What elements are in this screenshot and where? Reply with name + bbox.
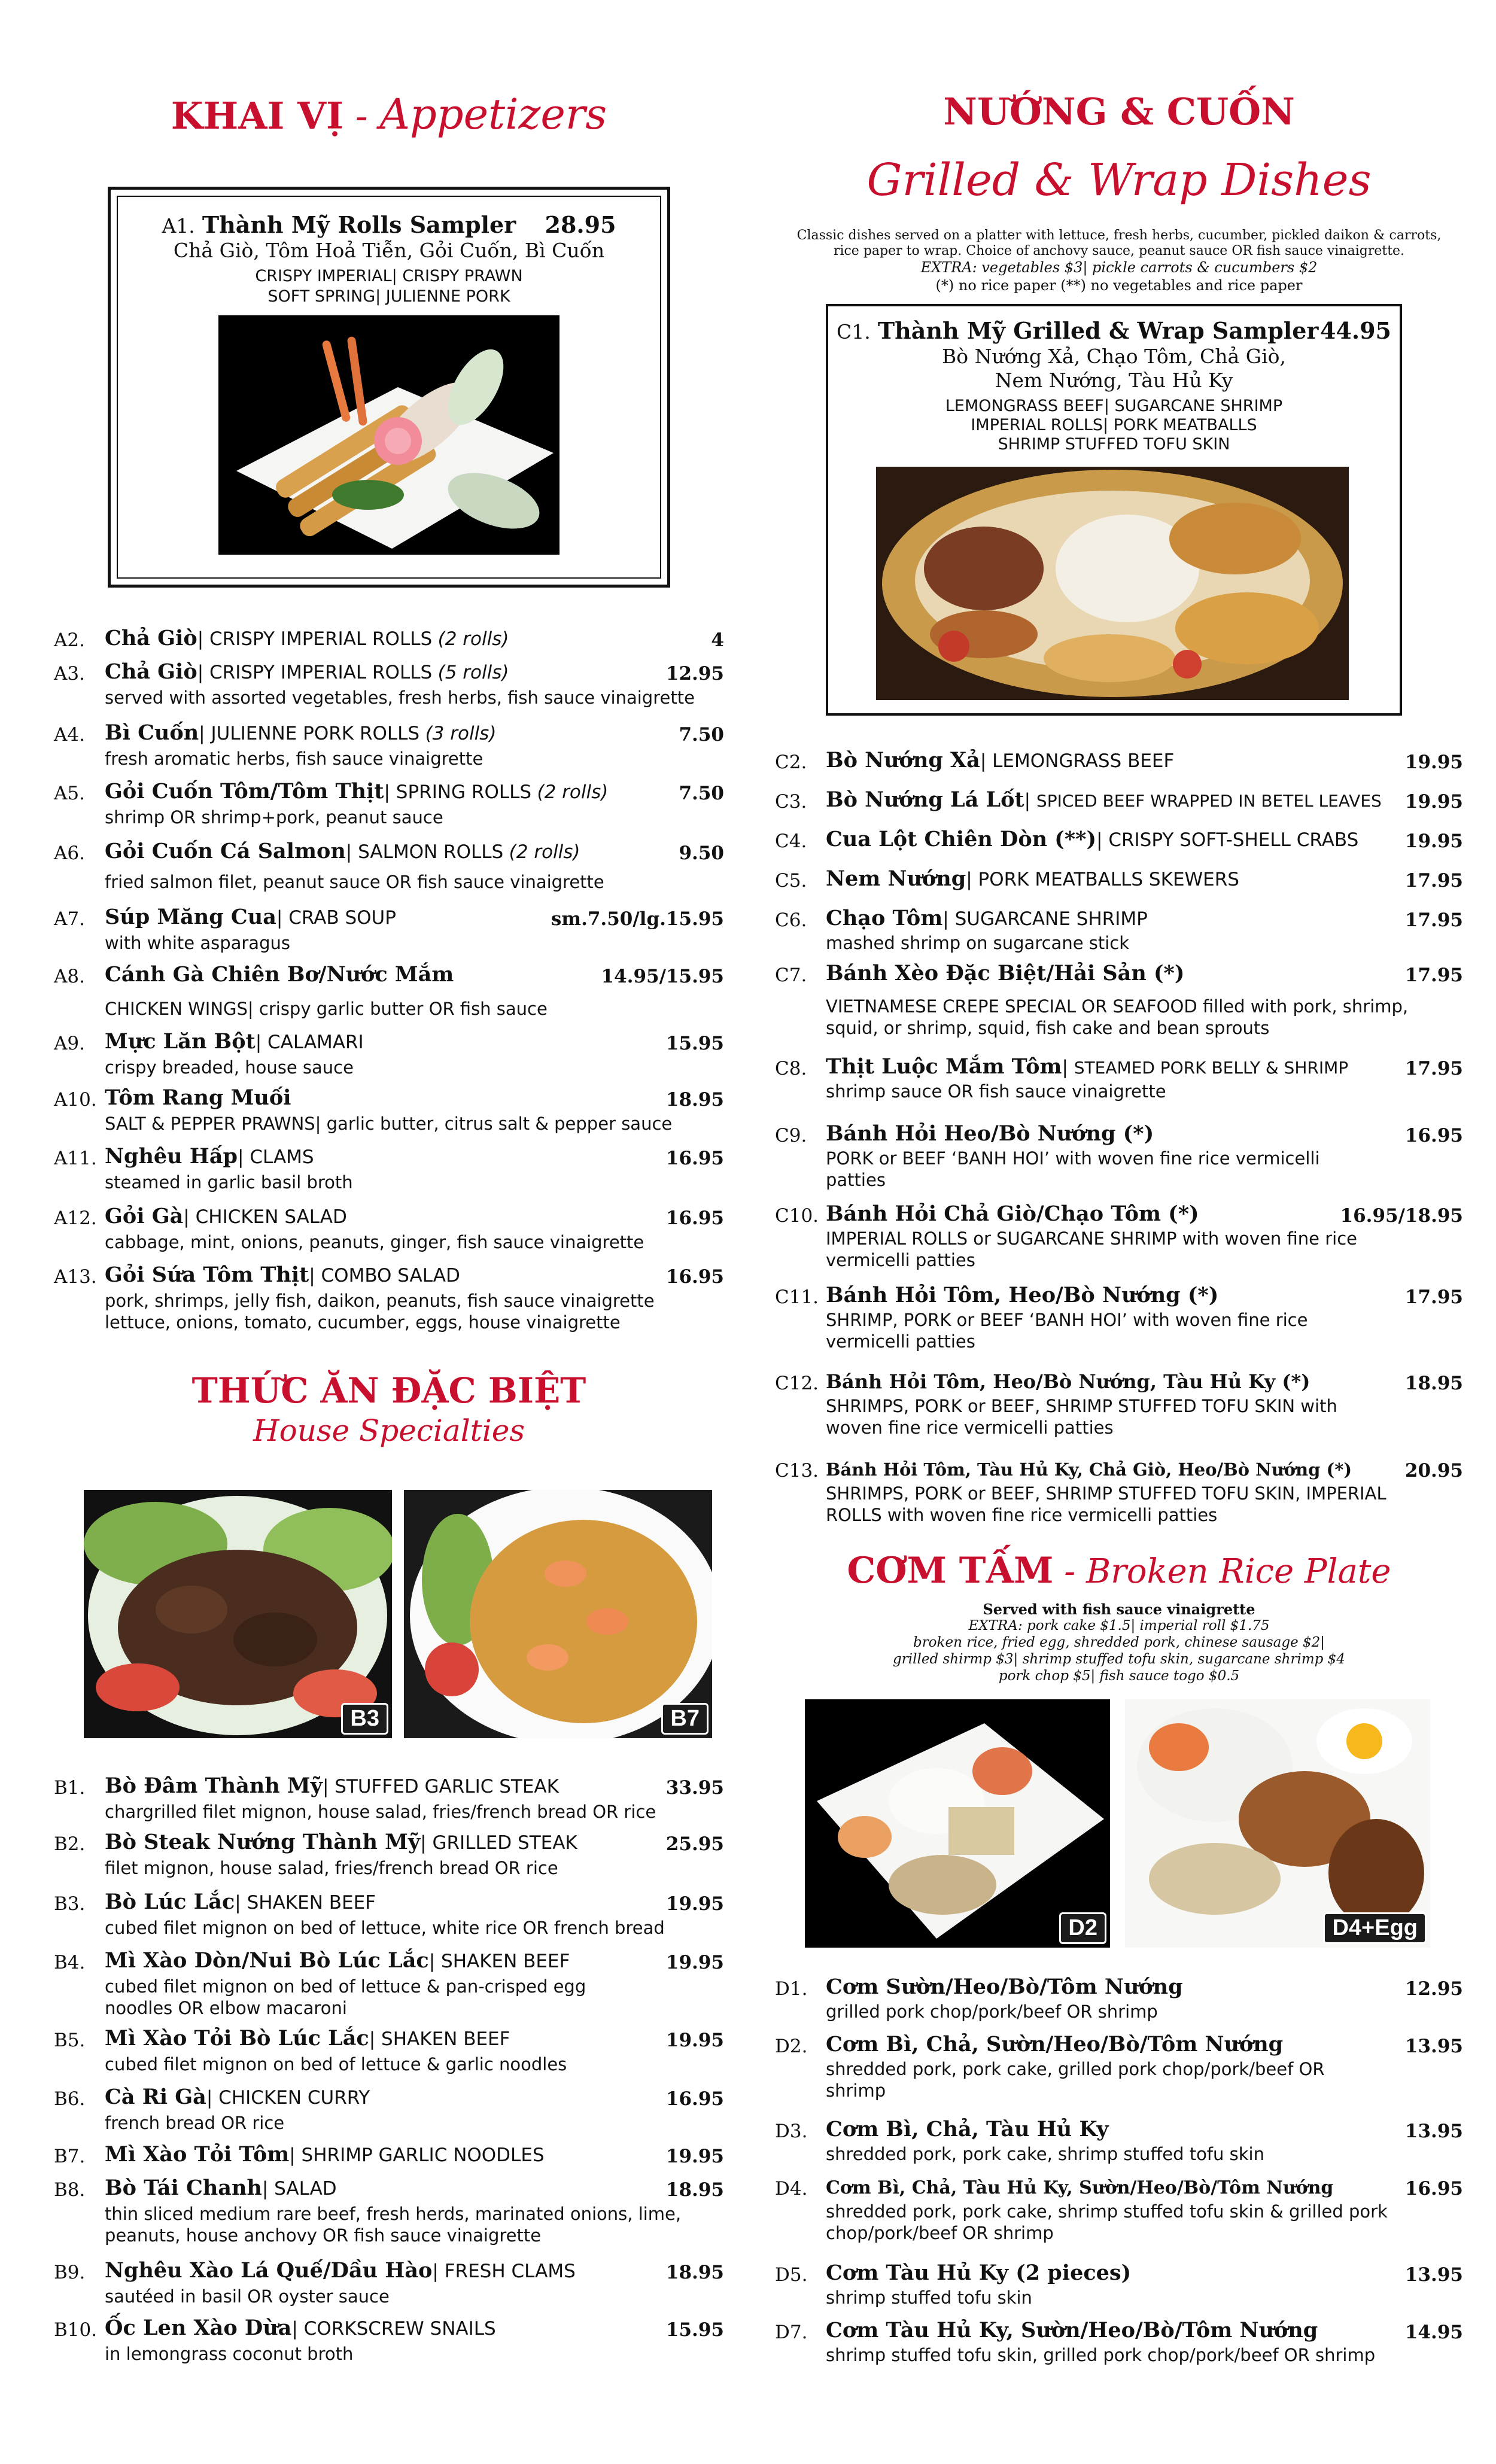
item-name-vn: Chả Giò <box>105 659 197 684</box>
item-qty: (2 rolls) <box>437 628 509 650</box>
item-name-line: Nghêu Xào Lá Quế/Dầu Hào| FRESH CLAMS <box>105 2258 576 2283</box>
item-price: 18.95 <box>665 2262 724 2283</box>
item-desc: in lemongrass coconut broth <box>105 2344 354 2364</box>
item-desc: SHRIMPS, PORK or BEEF, SHRIMP STUFFED TOFU SKIN, IMPERIAL ROLLS with woven fine rice vermicelli patties <box>826 1483 1386 1525</box>
sampler-caps-2: SOFT SPRING| JULIENNE PORK <box>267 287 510 306</box>
item-desc: cubed filet mignon on bed of lettuce & pan-crisped egg noodles OR elbow macaroni <box>105 1976 586 2018</box>
grilled-legend: (*) no rice paper (**) no vegetables and rice paper <box>935 277 1303 294</box>
broken-rice-title-en: Broken Rice Plate <box>1085 1552 1391 1591</box>
grilled-sampler-photo <box>876 467 1349 700</box>
item-price: 19.95 <box>1404 791 1463 813</box>
item-code: A2. <box>54 629 85 651</box>
item-code: C12. <box>775 1373 819 1394</box>
item-qty: (2 rolls) <box>537 781 609 803</box>
item-name-line: Bò Lúc Lắc| SHAKEN BEEF <box>105 1890 376 1914</box>
broken-rice-heading <box>775 1550 1463 1592</box>
item-name-en: CRISPY IMPERIAL ROLLS <box>209 662 433 683</box>
item-price: 19.95 <box>665 2030 724 2051</box>
grilled-sampler-box <box>826 304 1402 716</box>
item-name-en: CLAMS <box>250 1146 314 1168</box>
item-name-en: CHICKEN SALAD <box>195 1206 347 1228</box>
item-name-line: Cà Ri Gà| CHICKEN CURRY <box>105 2085 370 2109</box>
item-desc: sautéed in basil OR oyster sauce <box>105 2286 390 2307</box>
specialties-title-en: House Specialties <box>253 1413 525 1448</box>
item-code: C9. <box>775 1125 807 1146</box>
appetizer-sampler-box <box>108 187 670 588</box>
item-name-line: Chạo Tôm| SUGARCANE SHRIMP <box>826 906 1148 930</box>
sampler-heading <box>111 211 667 238</box>
item-code: C8. <box>775 1058 807 1079</box>
item-code: A5. <box>54 783 85 804</box>
item-price: 20.95 <box>1404 1460 1463 1482</box>
item-price: 17.95 <box>1404 909 1463 931</box>
item-name-line: Súp Măng Cua| CRAB SOUP <box>105 905 396 929</box>
appetizers-title-sep: - <box>343 94 380 138</box>
photo-tag-B3: B3 <box>341 1703 388 1735</box>
item-name-line: Gỏi Gà| CHICKEN SALAD <box>105 1204 347 1228</box>
item-price: 16.95/18.95 <box>1340 1205 1463 1227</box>
item-name-line: Gỏi Cuốn Tôm/Tôm Thịt| SPRING ROLLS (2 rolls) <box>105 779 609 804</box>
item-name-line <box>826 2261 1131 2286</box>
item-code: B4. <box>54 1952 86 1973</box>
broken-rice-extra-4: pork chop $5| fish sauce togo $0.5 <box>998 1668 1240 1684</box>
item-name-en: COMBO SALAD <box>321 1265 460 1286</box>
item-name-line: Nem Nướng| PORK MEATBALLS SKEWERS <box>826 866 1239 891</box>
item-code: C6. <box>775 909 807 931</box>
item-name-line: Mì Xào Dòn/Nui Bò Lúc Lắc| SHAKEN BEEF <box>105 1948 570 1973</box>
item-desc: pork, shrimps, jelly fish, daikon, peanuts, fish sauce vinaigrette lettuce, onions, tomato, cucumber, eggs, house vinaigrette <box>105 1291 655 1333</box>
garlic-noodles-image <box>404 1490 712 1738</box>
sampler-name: Thành Mỹ Rolls Sampler <box>202 211 516 238</box>
item-name-en: SHAKEN BEEF <box>441 1951 570 1972</box>
item-code: B6. <box>54 2088 86 2110</box>
item-name-line: Bò Nướng Lá Lốt| SPICED BEEF WRAPPED IN BETEL LEAVES <box>826 787 1382 812</box>
item-name-line: Chả Giò| CRISPY IMPERIAL ROLLS (2 rolls) <box>105 626 509 650</box>
item-name-line: Mực Lăn Bột| CALAMARI <box>105 1029 364 1054</box>
item-code: B8. <box>54 2179 86 2201</box>
item-code: C13. <box>775 1460 819 1482</box>
item-name-en: FRESH CLAMS <box>444 2261 576 2282</box>
item-name-line: Bò Đâm Thành Mỹ| STUFFED GARLIC STEAK <box>105 1774 559 1798</box>
item-code: C2. <box>775 752 807 773</box>
grilled-sampler-heading <box>837 317 1391 344</box>
item-price: 17.95 <box>1404 965 1463 986</box>
item-name-en: CRISPY SOFT-SHELL CRABS <box>1108 829 1359 851</box>
item-price: 16.95 <box>1404 1125 1463 1146</box>
item-code: A7. <box>54 908 85 930</box>
item-name-vn: Bánh Hỏi Chả Giò/Chạo Tôm (*) <box>826 1201 1199 1226</box>
item-code: B5. <box>54 2030 86 2051</box>
item-desc: SHRIMP, PORK or BEEF ‘BANH HOI’ with woven fine rice vermicelli patties <box>826 1310 1308 1352</box>
item-name-vn: Cà Ri Gà <box>105 2085 206 2109</box>
item-desc: IMPERIAL ROLLS or SUGARCANE SHRIMP with woven fine rice vermicelli patties <box>826 1228 1357 1270</box>
grilled-sampler-caps-1: LEMONGRASS BEEF| SUGARCANE SHRIMP <box>945 397 1283 415</box>
appetizers-title-en: Appetizers <box>379 90 607 139</box>
item-name-vn: Bò Steak Nướng Thành Mỹ <box>105 1830 421 1854</box>
item-name-vn: Mì Xào Tỏi Bò Lúc Lắc <box>105 2026 369 2051</box>
item-name-line <box>826 1975 1183 2000</box>
rice-plate-d4-image <box>1125 1699 1430 1948</box>
item-name-vn: Cua Lột Chiên Dòn (**) <box>826 827 1097 851</box>
item-desc: SALT & PEPPER PRAWNS| garlic butter, citrus salt & pepper sauce <box>105 1114 673 1134</box>
item-name-vn: Bò Nướng Lá Lốt <box>826 787 1024 812</box>
item-price: 18.95 <box>1404 1373 1463 1394</box>
item-name-line <box>826 1121 1154 1146</box>
item-name-vn: Bì Cuốn <box>105 720 199 745</box>
item-code: A3. <box>54 663 85 685</box>
item-desc: fried salmon filet, peanut sauce OR fish sauce vinaigrette <box>105 872 604 892</box>
item-name-en: SHAKEN BEEF <box>381 2028 510 2050</box>
sampler-caps-1: CRISPY IMPERIAL| CRISPY PRAWN <box>255 267 523 285</box>
grilled-sampler-caps-2: IMPERIAL ROLLS| PORK MEATBALLS <box>971 416 1257 434</box>
grilled-platter-image <box>876 467 1349 700</box>
item-desc: shredded pork, pork cake, shrimp stuffed tofu skin <box>826 2144 1264 2164</box>
item-name-line: Gỏi Cuốn Cá Salmon| SALMON ROLLS (2 rolls) <box>105 839 580 863</box>
item-code: C7. <box>775 965 807 986</box>
photo-B7 <box>404 1490 712 1738</box>
item-name-en: STEAMED PORK BELLY & SHRIMP <box>1074 1058 1349 1078</box>
item-name-vn: Cánh Gà Chiên Bơ/Nước Mắm <box>105 962 454 987</box>
item-name-line: Bì Cuốn| JULIENNE PORK ROLLS (3 rolls) <box>105 720 497 745</box>
item-price: 9.50 <box>679 842 724 864</box>
item-name-line: Nghêu Hấp| CLAMS <box>105 1144 314 1169</box>
item-name-line <box>105 1085 291 1111</box>
item-name-vn: Cơm Tàu Hủ Ky, Sườn/Heo/Bò/Tôm Nướng <box>826 2318 1318 2343</box>
item-code: D2. <box>775 2036 808 2057</box>
item-name-vn: Gỏi Gà <box>105 1204 184 1228</box>
item-name-vn: Cơm Bì, Chả, Tàu Hủ Ky <box>826 2117 1109 2141</box>
item-code: B9. <box>54 2262 86 2283</box>
item-code: D5. <box>775 2264 808 2286</box>
item-price: 33.95 <box>665 1777 724 1799</box>
item-code: B7. <box>54 2146 86 2167</box>
item-price: 16.95 <box>665 2088 724 2110</box>
shaken-beef-image <box>84 1490 392 1738</box>
broken-rice-title-sep: - <box>1053 1552 1086 1591</box>
item-price: sm.7.50/lg.15.95 <box>551 908 724 930</box>
item-code: B2. <box>54 1833 86 1855</box>
grilled-extra: EXTRA: vegetables $3| pickle carrots & cucumbers $2 <box>920 259 1318 276</box>
photo-tag-D2: D2 <box>1059 1912 1106 1944</box>
item-price: 19.95 <box>1404 752 1463 773</box>
item-desc: french bread OR rice <box>105 2113 285 2133</box>
photo-tag-B7: B7 <box>661 1703 709 1735</box>
item-name-vn: Bò Lúc Lắc <box>105 1890 235 1914</box>
item-desc: cubed filet mignon on bed of lettuce & garlic noodles <box>105 2054 567 2074</box>
item-qty: (2 rolls) <box>509 841 580 863</box>
item-name-line <box>826 2032 1283 2057</box>
item-price: 19.95 <box>665 1893 724 1915</box>
item-code: A4. <box>54 724 85 746</box>
item-name-en: CRISPY IMPERIAL ROLLS <box>209 628 433 650</box>
item-name-line <box>826 2174 1333 2201</box>
item-name-line: Bò Tái Chanh| SALAD <box>105 2176 337 2200</box>
item-name-line <box>826 1369 1310 1394</box>
appetizers-heading <box>54 90 724 139</box>
item-name-en: SPRING ROLLS <box>396 781 532 803</box>
photo-B3 <box>84 1490 392 1738</box>
item-code: C5. <box>775 870 807 892</box>
item-code: A9. <box>54 1033 85 1054</box>
item-name-vn: Gỏi Sứa Tôm Thịt <box>105 1263 309 1287</box>
rolls-sampler-photo <box>218 315 560 555</box>
item-name-en: SUGARCANE SHRIMP <box>954 908 1148 930</box>
item-desc: CHICKEN WINGS| crispy garlic butter OR fish sauce <box>105 999 548 1019</box>
item-price: 19.95 <box>665 1952 724 1973</box>
item-name-vn: Mì Xào Dòn/Nui Bò Lúc Lắc <box>105 1948 429 1973</box>
item-name-line: Ốc Len Xào Dừa| CORKSCREW SNAILS <box>105 2316 496 2340</box>
item-code: A8. <box>54 966 85 987</box>
item-name-vn: Chạo Tôm <box>826 906 943 930</box>
item-name-vn: Cơm Sườn/Heo/Bò/Tôm Nướng <box>826 1975 1183 1999</box>
grilled-sampler-caps-3: SHRIMP STUFFED TOFU SKIN <box>998 435 1230 454</box>
item-name-line: Chả Giò| CRISPY IMPERIAL ROLLS (5 rolls) <box>105 659 509 684</box>
item-name-line <box>826 961 1184 986</box>
item-name-vn: Bò Nướng Xả <box>826 748 980 772</box>
item-name-vn: Bò Đâm Thành Mỹ <box>105 1774 323 1798</box>
sampler-code: A1. <box>162 214 195 238</box>
item-desc: chargrilled filet mignon, house salad, fries/french bread OR rice <box>105 1802 656 1822</box>
item-desc: filet mignon, house salad, fries/french bread OR rice <box>105 1858 558 1878</box>
grilled-sampler-sub-1: Bò Nướng Xả, Chạo Tôm, Chả Giò, <box>942 345 1286 368</box>
item-name-en: SALAD <box>274 2178 337 2200</box>
item-name-vn: Mực Lăn Bột <box>105 1029 256 1054</box>
item-desc: shredded pork, pork cake, shrimp stuffed tofu skin & grilled pork chop/pork/beef OR shrimp <box>826 2201 1388 2243</box>
item-name-line <box>826 2117 1109 2142</box>
item-code: B10. <box>54 2319 98 2341</box>
item-price: 4 <box>711 629 724 651</box>
broken-rice-served: Served with fish sauce vinaigrette <box>983 1601 1255 1618</box>
item-code: D1. <box>775 1978 808 2000</box>
item-code: A10. <box>54 1089 97 1111</box>
sampler-price: 28.95 <box>545 211 616 238</box>
grilled-sampler-sub-2: Nem Nướng, Tàu Hủ Ky <box>995 369 1233 392</box>
item-name-en: JULIENNE PORK ROLLS <box>211 723 420 744</box>
item-price: 13.95 <box>1404 2264 1463 2286</box>
item-price: 7.50 <box>679 724 724 746</box>
item-name-en: SHRIMP GARLIC NOODLES <box>301 2144 545 2166</box>
item-price: 18.95 <box>665 1089 724 1111</box>
item-name-en: CHICKEN CURRY <box>218 2087 370 2109</box>
item-name-vn: Gỏi Cuốn Cá Salmon <box>105 839 346 863</box>
item-price: 17.95 <box>1404 870 1463 892</box>
item-code: A6. <box>54 842 85 864</box>
item-desc: shrimp stuffed tofu skin, grilled pork chop/pork/beef OR shrimp <box>826 2345 1376 2365</box>
item-price: 16.95 <box>665 1207 724 1229</box>
broken-rice-extra-3: grilled shirmp $3| shrimp stuffed tofu skin, sugarcane shrimp $4 <box>893 1651 1345 1667</box>
appetizers-title-vn: KHAI VỊ <box>171 94 344 138</box>
rice-plate-d2-image <box>805 1699 1110 1948</box>
item-code: C3. <box>775 791 807 813</box>
item-name-vn: Súp Măng Cua <box>105 905 276 929</box>
item-name-vn: Cơm Tàu Hủ Ky (2 pieces) <box>826 2261 1132 2285</box>
item-name-vn: Nghêu Hấp <box>105 1144 238 1169</box>
item-desc: cabbage, mint, onions, peanuts, ginger, fish sauce vinaigrette <box>105 1232 644 1252</box>
item-price: 17.95 <box>1404 1286 1463 1308</box>
item-price: 19.95 <box>665 2146 724 2167</box>
item-name-line: Bò Steak Nướng Thành Mỹ| GRILLED STEAK <box>105 1830 577 1854</box>
item-name-vn: Thịt Luộc Mắm Tôm <box>826 1054 1062 1079</box>
item-desc: shrimp sauce OR fish sauce vinaigrette <box>826 1081 1166 1102</box>
grilled-intro-2: rice paper to wrap. Choice of anchovy sauce, peanut sauce OR fish sauce vinaigrette. <box>833 244 1405 258</box>
item-name-vn: Chả Giò <box>105 626 197 650</box>
item-desc: PORK or BEEF ‘BANH HOI’ with woven fine rice vermicelli patties <box>826 1148 1320 1190</box>
item-price: 18.95 <box>665 2179 724 2201</box>
photo-D2 <box>805 1699 1110 1948</box>
item-desc: VIETNAMESE CREPE SPECIAL OR SEAFOOD filled with pork, shrimp, squid, or shrimp, squid, fish cake and bean sprouts <box>826 996 1409 1038</box>
item-name-vn: Cơm Bì, Chả, Sườn/Heo/Bò/Tôm Nướng <box>826 2032 1284 2057</box>
grilled-sampler-price: 44.95 <box>1320 317 1391 344</box>
item-name-en: SHAKEN BEEF <box>247 1892 376 1914</box>
item-price: 14.95/15.95 <box>601 966 724 987</box>
item-name-vn: Gỏi Cuốn Tôm/Tôm Thịt <box>105 779 384 804</box>
item-desc: served with assorted vegetables, fresh herbs, fish sauce vinaigrette <box>105 688 695 708</box>
item-name-line: Thịt Luộc Mắm Tôm| STEAMED PORK BELLY & SHRIMP <box>826 1054 1349 1079</box>
item-name-vn: Cơm Bì, Chả, Tàu Hủ Ky, Sườn/Heo/Bò/Tôm Nướng <box>826 2177 1334 2198</box>
item-code: D3. <box>775 2121 808 2142</box>
item-name-vn: Nem Nướng <box>826 866 966 891</box>
item-name-line: Cua Lột Chiên Dòn (**)| CRISPY SOFT-SHELL CRABS <box>826 827 1359 851</box>
item-price: 7.50 <box>679 783 724 804</box>
item-name-line <box>826 1456 1352 1482</box>
item-name-vn: Bánh Hỏi Tôm, Heo/Bò Nướng, Tàu Hủ Ky (*) <box>826 1370 1310 1393</box>
item-desc: thin sliced medium rare beef, fresh herds, marinated onions, lime, peanuts, house anchovy OR fish sauce vinaigrette <box>105 2204 682 2246</box>
grilled-sampler-name: Thành Mỹ Grilled & Wrap Sampler <box>877 317 1319 344</box>
item-desc: SHRIMPS, PORK or BEEF, SHRIMP STUFFED TOFU SKIN with woven fine rice vermicelli patties <box>826 1396 1337 1438</box>
item-name-line: Bò Nướng Xả| LEMONGRASS BEEF <box>826 748 1175 772</box>
item-price: 19.95 <box>1404 831 1463 852</box>
item-name-en: SPICED BEEF WRAPPED IN BETEL LEAVES <box>1036 791 1382 811</box>
item-desc: shredded pork, pork cake, grilled pork chop/pork/beef OR shrimp <box>826 2059 1325 2101</box>
item-desc: grilled pork chop/pork/beef OR shrimp <box>826 2001 1158 2022</box>
item-name-line: Mì Xào Tỏi Tôm| SHRIMP GARLIC NOODLES <box>105 2142 545 2167</box>
item-name-line <box>826 1283 1218 1308</box>
item-name-vn: Bánh Xèo Đặc Biệt/Hải Sản (*) <box>826 961 1185 985</box>
item-code: C10. <box>775 1205 819 1227</box>
item-code: B3. <box>54 1893 86 1915</box>
photo-tag-D4-egg: D4+Egg <box>1323 1912 1427 1944</box>
item-name-en: SALMON ROLLS <box>358 841 504 863</box>
item-desc: steamed in garlic basil broth <box>105 1172 353 1193</box>
grilled-title-en: Grilled & Wrap Dishes <box>866 154 1372 206</box>
item-name-en: LEMONGRASS BEEF <box>992 750 1175 772</box>
item-code: C4. <box>775 831 807 852</box>
item-code: D7. <box>775 2322 808 2343</box>
rolls-sampler-image <box>218 315 560 555</box>
item-qty: (3 rolls) <box>425 723 497 744</box>
item-name-vn: Mì Xào Tỏi Tôm <box>105 2142 290 2167</box>
item-code: D4. <box>775 2178 808 2200</box>
item-name-line <box>105 962 454 987</box>
item-name-en: CALAMARI <box>267 1032 364 1053</box>
grilled-sampler-code: C1. <box>837 320 871 343</box>
item-desc: crispy breaded, house sauce <box>105 1057 354 1078</box>
item-name-vn: Tôm Rang Muối <box>105 1085 291 1110</box>
item-name-vn: Ốc Len Xào Dừa <box>105 2316 292 2340</box>
grilled-intro-1: Classic dishes served on a platter with lettuce, fresh herbs, cucumber, pickled daikon & carrots, <box>796 228 1442 243</box>
item-name-line: Mì Xào Tỏi Bò Lúc Lắc| SHAKEN BEEF <box>105 2026 510 2051</box>
item-qty: (5 rolls) <box>437 662 509 683</box>
broken-rice-title-vn: CƠM TẤM <box>847 1550 1054 1592</box>
item-price: 25.95 <box>665 1833 724 1855</box>
item-price: 16.95 <box>665 1266 724 1288</box>
item-desc: shrimp stuffed tofu skin <box>826 2287 1032 2308</box>
item-code: A13. <box>54 1266 97 1288</box>
item-desc: fresh aromatic herbs, fish sauce vinaigrette <box>105 749 484 769</box>
item-name-vn: Bánh Hỏi Tôm, Tàu Hủ Ky, Chả Giò, Heo/Bò Nướng (*) <box>826 1459 1352 1480</box>
item-desc: mashed shrimp on sugarcane stick <box>826 933 1130 953</box>
item-code: A12. <box>54 1207 97 1229</box>
item-code: C11. <box>775 1286 819 1308</box>
item-name-vn: Nghêu Xào Lá Quế/Dầu Hào <box>105 2258 433 2283</box>
item-price: 15.95 <box>665 2319 724 2341</box>
photo-D4 <box>1125 1699 1430 1948</box>
item-price: 16.95 <box>1404 2178 1463 2200</box>
specialties-title-vn: THỨC ĂN ĐẶC BIỆT <box>191 1370 586 1411</box>
item-name-vn: Bánh Hỏi Tôm, Heo/Bò Nướng (*) <box>826 1283 1219 1307</box>
item-price: 15.95 <box>665 1033 724 1054</box>
item-price: 13.95 <box>1404 2036 1463 2057</box>
item-name-line: Gỏi Sứa Tôm Thịt| COMBO SALAD <box>105 1263 460 1287</box>
item-price: 12.95 <box>665 663 724 685</box>
item-name-en: CRAB SOUP <box>288 907 396 929</box>
broken-rice-extra-2: broken rice, fried egg, shredded pork, chinese sausage $2| <box>913 1635 1325 1650</box>
item-price: 16.95 <box>665 1148 724 1169</box>
item-desc: with white asparagus <box>105 933 290 953</box>
item-name-en: CORKSCREW SNAILS <box>303 2318 496 2340</box>
item-price: 13.95 <box>1404 2121 1463 2142</box>
item-desc: shrimp OR shrimp+pork, peanut sauce <box>105 807 443 828</box>
sampler-subtitle: Chả Giò, Tôm Hoả Tiễn, Gỏi Cuốn, Bì Cuốn <box>173 239 605 262</box>
item-code: B1. <box>54 1777 86 1799</box>
item-price: 14.95 <box>1404 2322 1463 2343</box>
item-name-line <box>826 2318 1318 2343</box>
item-name-en: STUFFED GARLIC STEAK <box>335 1776 559 1797</box>
item-code: A11. <box>54 1148 97 1169</box>
item-name-en: GRILLED STEAK <box>432 1832 577 1854</box>
broken-rice-extra-1: EXTRA: pork cake $1.5| imperial roll $1.75 <box>968 1618 1270 1633</box>
item-price: 17.95 <box>1404 1058 1463 1079</box>
item-name-en: PORK MEATBALLS SKEWERS <box>978 869 1239 890</box>
item-name-vn: Bánh Hỏi Heo/Bò Nướng (*) <box>826 1121 1154 1146</box>
item-desc: cubed filet mignon on bed of lettuce, white rice OR french bread <box>105 1918 665 1938</box>
item-price: 12.95 <box>1404 1978 1463 2000</box>
item-name-line <box>826 1201 1199 1227</box>
item-name-vn: Bò Tái Chanh <box>105 2176 262 2200</box>
grilled-title-vn: NƯỚNG & CUỐN <box>943 90 1295 133</box>
